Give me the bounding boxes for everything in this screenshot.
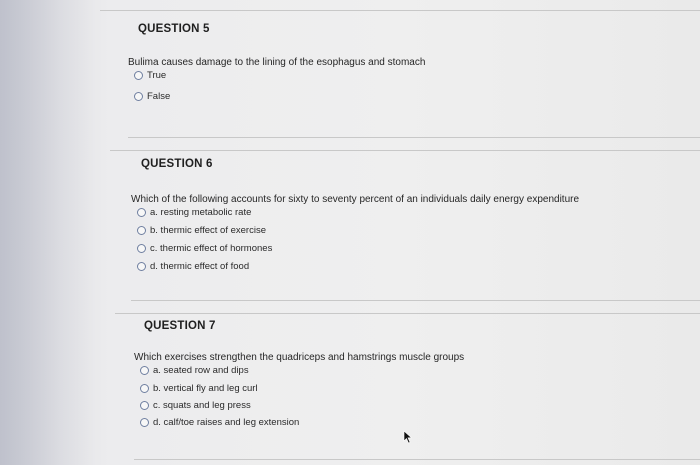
option-label: a. seated row and dips xyxy=(153,365,249,376)
option-label: False xyxy=(147,91,171,102)
question-6-option-b[interactable] xyxy=(137,225,266,236)
radio-button[interactable] xyxy=(140,401,149,410)
option-label: c. squats and leg press xyxy=(153,400,251,411)
divider-q6-top xyxy=(110,150,700,151)
left-shadow xyxy=(0,0,95,465)
divider-q5-bottom xyxy=(128,137,700,138)
mouse-pointer-icon xyxy=(403,430,413,444)
question-6-header: QUESTION 6 xyxy=(141,158,213,170)
option-label: d. thermic effect of food xyxy=(150,261,250,272)
divider-top xyxy=(100,10,700,11)
question-7-text: Which exercises strengthen the quadriceps and hamstrings muscle groups xyxy=(134,352,465,363)
question-7-option-c[interactable] xyxy=(140,400,251,411)
radio-button[interactable] xyxy=(140,418,149,427)
radio-button[interactable] xyxy=(140,366,149,375)
option-label: True xyxy=(147,70,167,81)
question-7-option-a[interactable] xyxy=(140,365,249,376)
divider-q7-top xyxy=(115,313,700,314)
option-label: d. calf/toe raises and leg extension xyxy=(153,417,300,428)
question-7-header: QUESTION 7 xyxy=(144,320,216,332)
radio-button[interactable] xyxy=(137,226,146,235)
question-5-header: QUESTION 5 xyxy=(138,23,210,35)
option-label: a. resting metabolic rate xyxy=(150,207,252,218)
question-6-text: Which of the following accounts for sixty to seventy percent of an individuals daily energy expenditure xyxy=(131,194,580,205)
question-6-option-a[interactable] xyxy=(137,207,251,218)
divider-q6-bottom xyxy=(131,300,700,301)
option-label: b. thermic effect of exercise xyxy=(150,225,266,236)
question-5-option-true[interactable] xyxy=(134,70,166,81)
radio-button[interactable] xyxy=(137,244,146,253)
option-label: c. thermic effect of hormones xyxy=(150,243,273,254)
question-6-option-d[interactable] xyxy=(137,261,249,272)
radio-button[interactable] xyxy=(140,384,149,393)
option-label: b. vertical fly and leg curl xyxy=(153,383,258,394)
question-7-option-b[interactable] xyxy=(140,383,258,394)
radio-button[interactable] xyxy=(134,71,143,80)
question-7-option-d[interactable] xyxy=(140,417,299,428)
radio-button[interactable] xyxy=(137,208,146,217)
divider-q7-bottom xyxy=(134,459,700,460)
question-5-text: Bulima causes damage to the lining of the esophagus and stomach xyxy=(128,57,426,68)
radio-button[interactable] xyxy=(137,262,146,271)
radio-button[interactable] xyxy=(134,92,143,101)
question-6-option-c[interactable] xyxy=(137,243,272,254)
question-5-option-false[interactable] xyxy=(134,91,170,102)
